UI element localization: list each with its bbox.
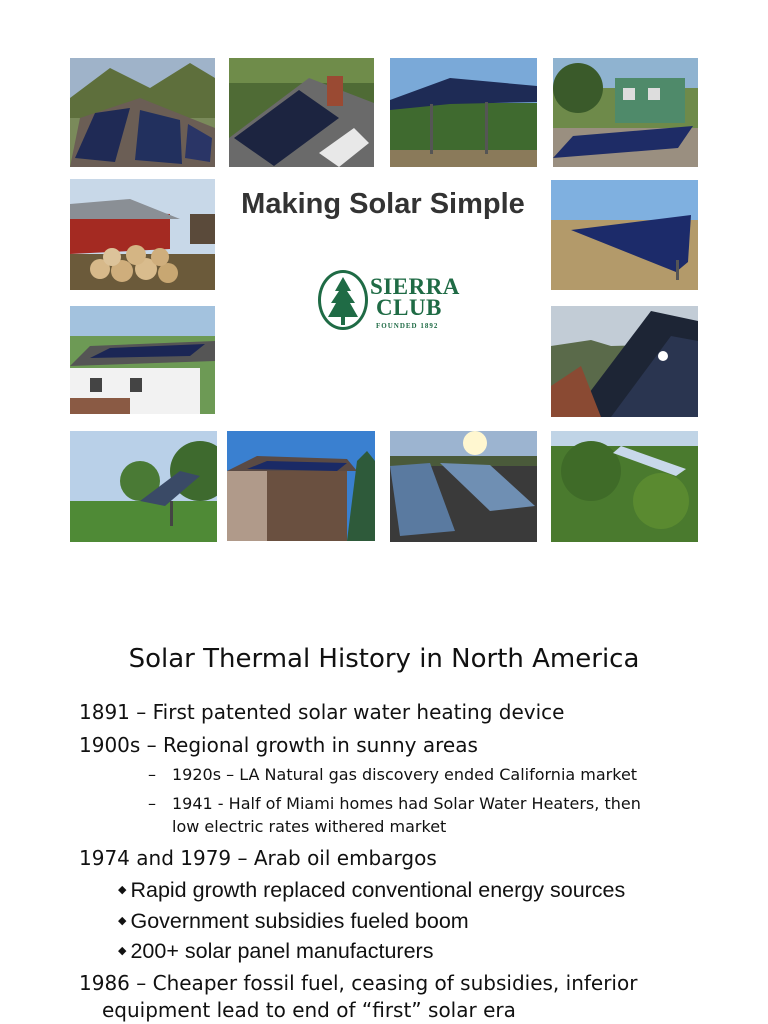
photo-roof-chimney [229,58,374,167]
sub-item-text: 1941 - Half of Miami homes had Solar Water Heaters, then [172,794,641,813]
dash-marker: – [148,765,156,784]
photo-white-house-roof-panels [70,306,215,414]
history-line-1986-cont: equipment lead to end of “first” solar era [102,998,516,1022]
history-line-1900s: 1900s – Regional growth in sunny areas [79,733,478,757]
photo-panel-closeup-sky [551,306,698,417]
bullet-text: 200+ solar panel manufacturers [130,939,434,963]
history-line-1891: 1891 – First patented solar water heating device [79,700,565,724]
bullet-manufacturers [118,939,433,964]
photo-panels-sunset [390,431,537,542]
bullet-icon: ◆ [118,915,127,927]
bullet-subsidies [118,909,469,934]
dash-marker: – [148,794,156,813]
logo-word-2: CLUB [376,295,442,320]
bullet-icon: ◆ [118,884,127,896]
photo-ground-array-carport [390,58,537,167]
bullet-rapid-growth [118,878,625,903]
history-line-1974: 1974 and 1979 – Arab oil embargos [79,846,437,870]
photo-pole-mount-field [70,431,217,542]
sierra-club-logo [318,268,460,336]
logo-word-1: SIERRA [370,274,460,299]
slide-title: Making Solar Simple [241,188,525,220]
bullet-icon: ◆ [118,945,127,957]
sub-item-text: 1920s – LA Natural gas discovery ended California market [172,765,638,784]
bullet-text: Rapid growth replaced conventional energy sources [130,878,626,902]
photo-red-barn-logs [70,179,215,290]
photo-ground-panel-desert [551,180,698,290]
photo-stone-house-panels [227,431,375,541]
history-title: Solar Thermal History in North America [128,644,640,674]
sub-item-text: low electric rates withered market [172,817,447,836]
history-line-1986: 1986 – Cheaper fossil fuel, ceasing of subsidies, inferior [79,971,638,995]
bullet-text: Government subsidies fueled boom [130,909,469,933]
photo-panel-garden [551,431,698,542]
photo-house-ground-panels [553,58,698,167]
tree-icon [323,273,363,329]
logo-founded: FOUNDED 1892 [376,322,439,330]
photo-roof-mountain [70,58,215,167]
